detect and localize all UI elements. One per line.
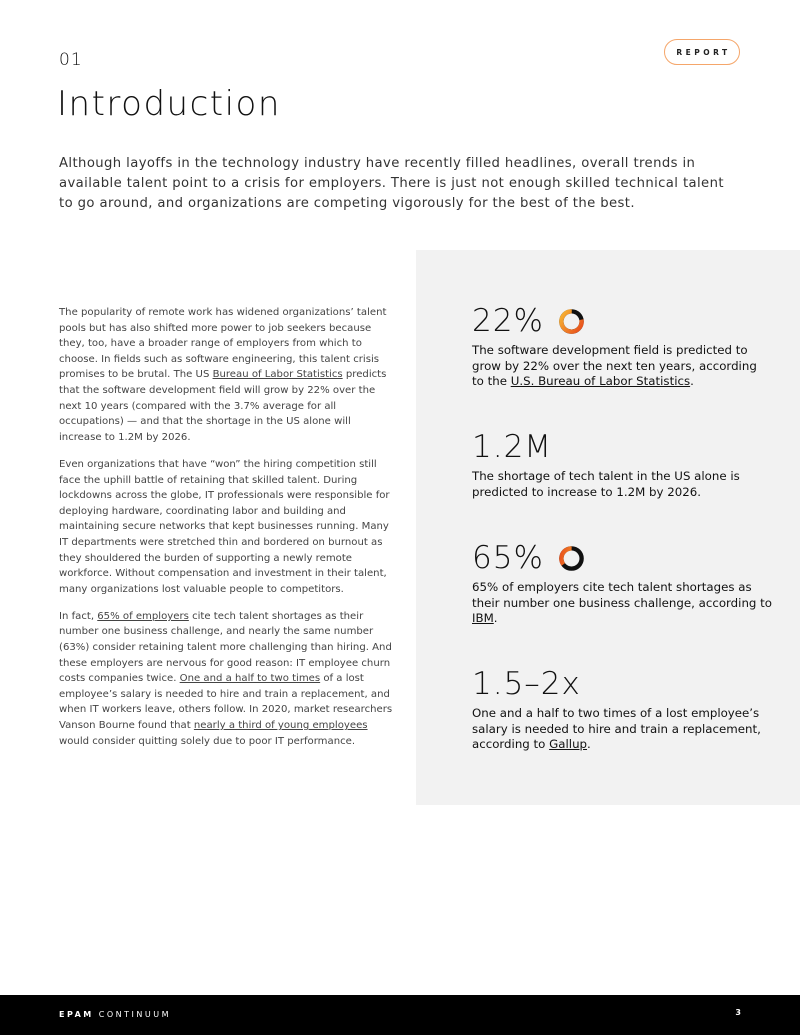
body-paragraph-1 [59,305,394,445]
body-column [59,305,394,761]
report-badge: REPORT [664,39,740,65]
employers-link[interactable]: 65% of employers [97,610,189,622]
young-employees-link[interactable]: nearly a third of young employees [193,720,368,732]
footer-bar [0,995,800,1035]
brand-bold: EPAM [59,1010,94,1019]
donut-ring-icon [558,308,585,335]
stat-description [472,343,772,390]
stat-source-link[interactable]: Gallup [549,737,588,752]
stat-card-1 [472,301,772,390]
stat-description [472,469,772,500]
stat-text: The software development field is predicted to grow by 22% over the next ten years, according to the [472,343,757,389]
stat-value-row [472,664,772,704]
body-text: would consider quitting solely due to poor IT performance. [59,735,356,747]
page-title: Introduction [57,84,281,124]
body-paragraph-2: Even organizations that have “won” the hiring competition still face the uphill battle of retaining that skilled talent. During lockdowns across the globe, IT professionals were responsible for deploying hardware, coordinating labor and building and maintaining secure networks that kept businesses running. Many IT departments were stretched thin and bordered on burnout as they shouldered the burden of supporting a newly remote workforce. Without compensation and investment in their talent, many organizations lost valuable people to competitors. [59,458,390,595]
stat-value: 65% [472,540,544,576]
stat-value: 1.2M [472,429,553,465]
body-text: of a lost employee’s salary is needed to hire and train a replacement, and when IT workers leave, others follow. In 2020, market researchers Vanson Bourne found that [59,673,393,732]
stat-text: . [690,374,694,389]
brand-logo [59,1010,171,1019]
stat-value: 1.5–2x [472,666,581,702]
stat-card-2 [472,427,772,500]
stat-value-row [472,427,772,467]
body-paragraph-3 [59,609,394,749]
body-text: The popularity of remote work has widened organizations’ talent pools but has also shifted more power to job seekers because they, too, have a broader range of employers from which to choose. In fields such as software engineering, this talent crisis promises to be brutal. The US [59,307,387,381]
stat-value: 22% [472,303,544,339]
stat-card-4 [472,664,772,753]
stat-value-row [472,538,772,578]
stat-source-link[interactable]: IBM [472,611,494,626]
section-number: 01 [59,50,83,70]
stat-value-row [472,301,772,341]
body-text: predicts that the software development field will grow by 22% over the next 10 years (compared with the 3.7% average for all occupations) — and that the shortage in the US alone will increase to 1.2M by 2026. [59,369,387,443]
brand-rest: CONTINUUM [93,1010,172,1019]
stat-text: . [587,737,591,752]
stat-text: 65% of employers cite tech talent shortages as their number one business challenge, according to [472,580,773,610]
stat-card-3 [472,538,772,627]
intro-paragraph: Although layoffs in the technology industry have recently filled headlines, overall trends in available talent point to a crisis for employers. There is just not enough skilled technical talent to go around, and organizations are competing vigorously for the best of the best. [59,156,724,211]
donut-ring-icon [558,545,585,572]
body-text: cite tech talent shortages as their number one business challenge, and nearly the same number (63%) consider retaining talent more challenging than hiring. And these employers are nervous for good reason: IT employee churn costs companies twice. [59,610,392,685]
bls-link[interactable]: Bureau of Labor Statistics [212,369,343,381]
page-number: 3 [735,1008,741,1017]
stat-text: One and a half to two times of a lost employee’s salary is needed to hire and train a replacement, according to [472,706,761,752]
stat-text: . [493,611,498,626]
stat-source-link[interactable]: U.S. Bureau of Labor Statistics [510,374,691,389]
stat-text: The shortage of tech talent in the US alone is predicted to increase to 1.2M by 2026. [472,469,740,499]
stat-description [472,580,772,627]
salary-link[interactable]: One and a half to two times [179,673,321,685]
body-text: In fact, [59,610,98,622]
stat-description [472,706,772,753]
